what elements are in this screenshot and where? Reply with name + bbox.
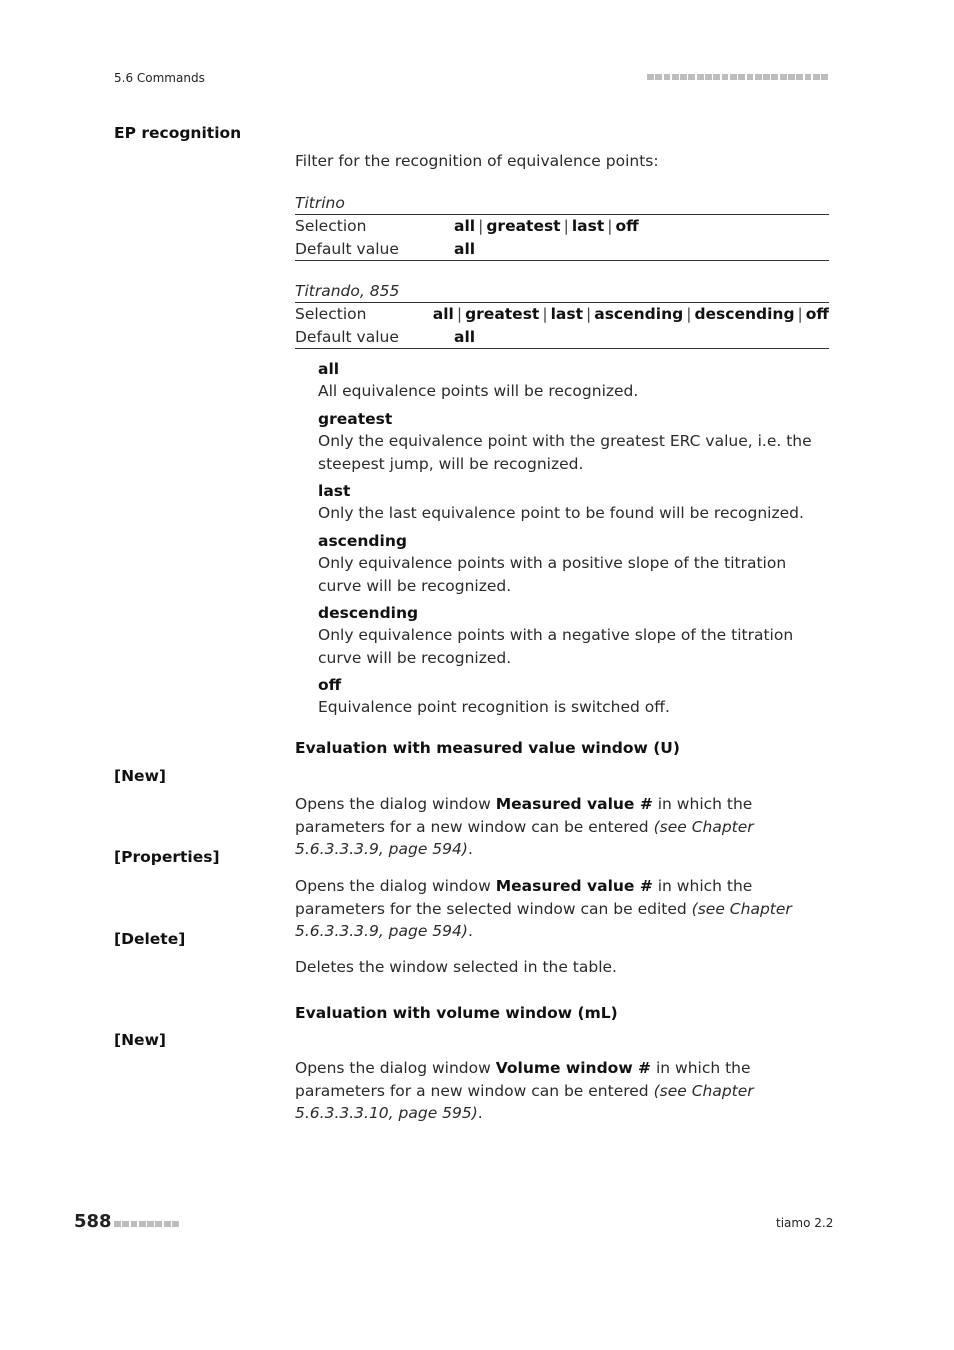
titrando-table xyxy=(295,280,829,349)
table-row xyxy=(295,303,829,326)
properties-button-label: [Properties] xyxy=(114,848,220,866)
selection-values: all | greatest | last | off xyxy=(454,217,639,235)
option-description: Only the equivalence point with the greatest ERC value, i.e. the steepest jump, will be recognized. xyxy=(318,432,812,473)
option-description: Only equivalence points with a negative slope of the titration curve will be recognized. xyxy=(318,626,794,667)
default-value: all xyxy=(454,239,476,258)
delete-description: Deletes the window selected in the table. xyxy=(295,958,617,976)
selection-value: greatest xyxy=(465,305,540,323)
selection-value: all xyxy=(432,305,454,323)
product-name: tiamo 2.2 xyxy=(776,1216,834,1230)
titrino-table xyxy=(295,192,829,261)
properties-description: Opens the dialog window Measured value # in which the parameters for the selected window can be edited (see Chapter 5.6.3.3.3.9, page 594). xyxy=(295,877,792,940)
option-name: ascending xyxy=(318,532,407,550)
option-name: greatest xyxy=(318,410,393,428)
measured-window-heading: Evaluation with measured value window (U) xyxy=(295,739,680,757)
option-name: off xyxy=(318,676,342,694)
selection-label: Selection xyxy=(295,217,367,235)
option-description: Only the last equivalence point to be found will be recognized. xyxy=(318,504,804,522)
option-name: all xyxy=(318,360,340,378)
selection-value: descending xyxy=(694,305,795,323)
default-value: all xyxy=(454,327,476,346)
default-label: Default value xyxy=(295,327,399,346)
option-descending xyxy=(318,602,830,669)
option-description: All equivalence points will be recognized. xyxy=(318,382,639,400)
footer-decor-squares xyxy=(114,1219,179,1227)
selection-value: ascending xyxy=(594,305,684,323)
ep-recognition-title: EP recognition xyxy=(114,124,242,142)
table-row xyxy=(295,238,829,261)
new-button-label: [New] xyxy=(114,767,166,785)
option-ascending xyxy=(318,530,830,597)
selection-value: last xyxy=(550,305,583,323)
running-header-section: 5.6 Commands xyxy=(114,71,205,85)
table-row xyxy=(295,326,829,349)
option-name: descending xyxy=(318,604,419,622)
option-description: Only equivalence points with a positive slope of the titration curve will be recognized. xyxy=(318,554,787,595)
option-all xyxy=(318,358,830,403)
selection-values: all | greatest | last | ascending | descending | off xyxy=(432,305,829,323)
new-description: Opens the dialog window Measured value # in which the parameters for a new window can be entered (see Chapter 5.6.3.3.3.9, page 594). xyxy=(295,795,754,858)
selection-value: last xyxy=(571,217,605,235)
option-greatest xyxy=(318,408,830,475)
selection-value: greatest xyxy=(486,217,561,235)
option-last xyxy=(318,480,830,525)
option-off xyxy=(318,674,830,719)
selection-value: off xyxy=(615,217,639,235)
option-description: Equivalence point recognition is switched off. xyxy=(318,698,670,716)
delete-button-label: [Delete] xyxy=(114,930,186,948)
volume-new-description: Opens the dialog window Volume window # in which the parameters for a new window can be entered (see Chapter 5.6.3.3.3.10, page 595). xyxy=(295,1059,754,1122)
table-caption: Titrino xyxy=(295,194,345,212)
header-decor-squares xyxy=(647,72,829,82)
option-name: last xyxy=(318,482,351,500)
table-row xyxy=(295,215,829,238)
volume-new-button-label: [New] xyxy=(114,1031,166,1049)
default-label: Default value xyxy=(295,239,399,258)
ep-recognition-intro: Filter for the recognition of equivalence points: xyxy=(295,152,659,170)
selection-label: Selection xyxy=(295,305,367,323)
page-number: 588 xyxy=(74,1211,112,1232)
volume-window-heading: Evaluation with volume window (mL) xyxy=(295,1004,618,1022)
selection-value: off xyxy=(805,305,829,323)
selection-value: all xyxy=(454,217,476,235)
table-caption: Titrando, 855 xyxy=(295,282,400,300)
